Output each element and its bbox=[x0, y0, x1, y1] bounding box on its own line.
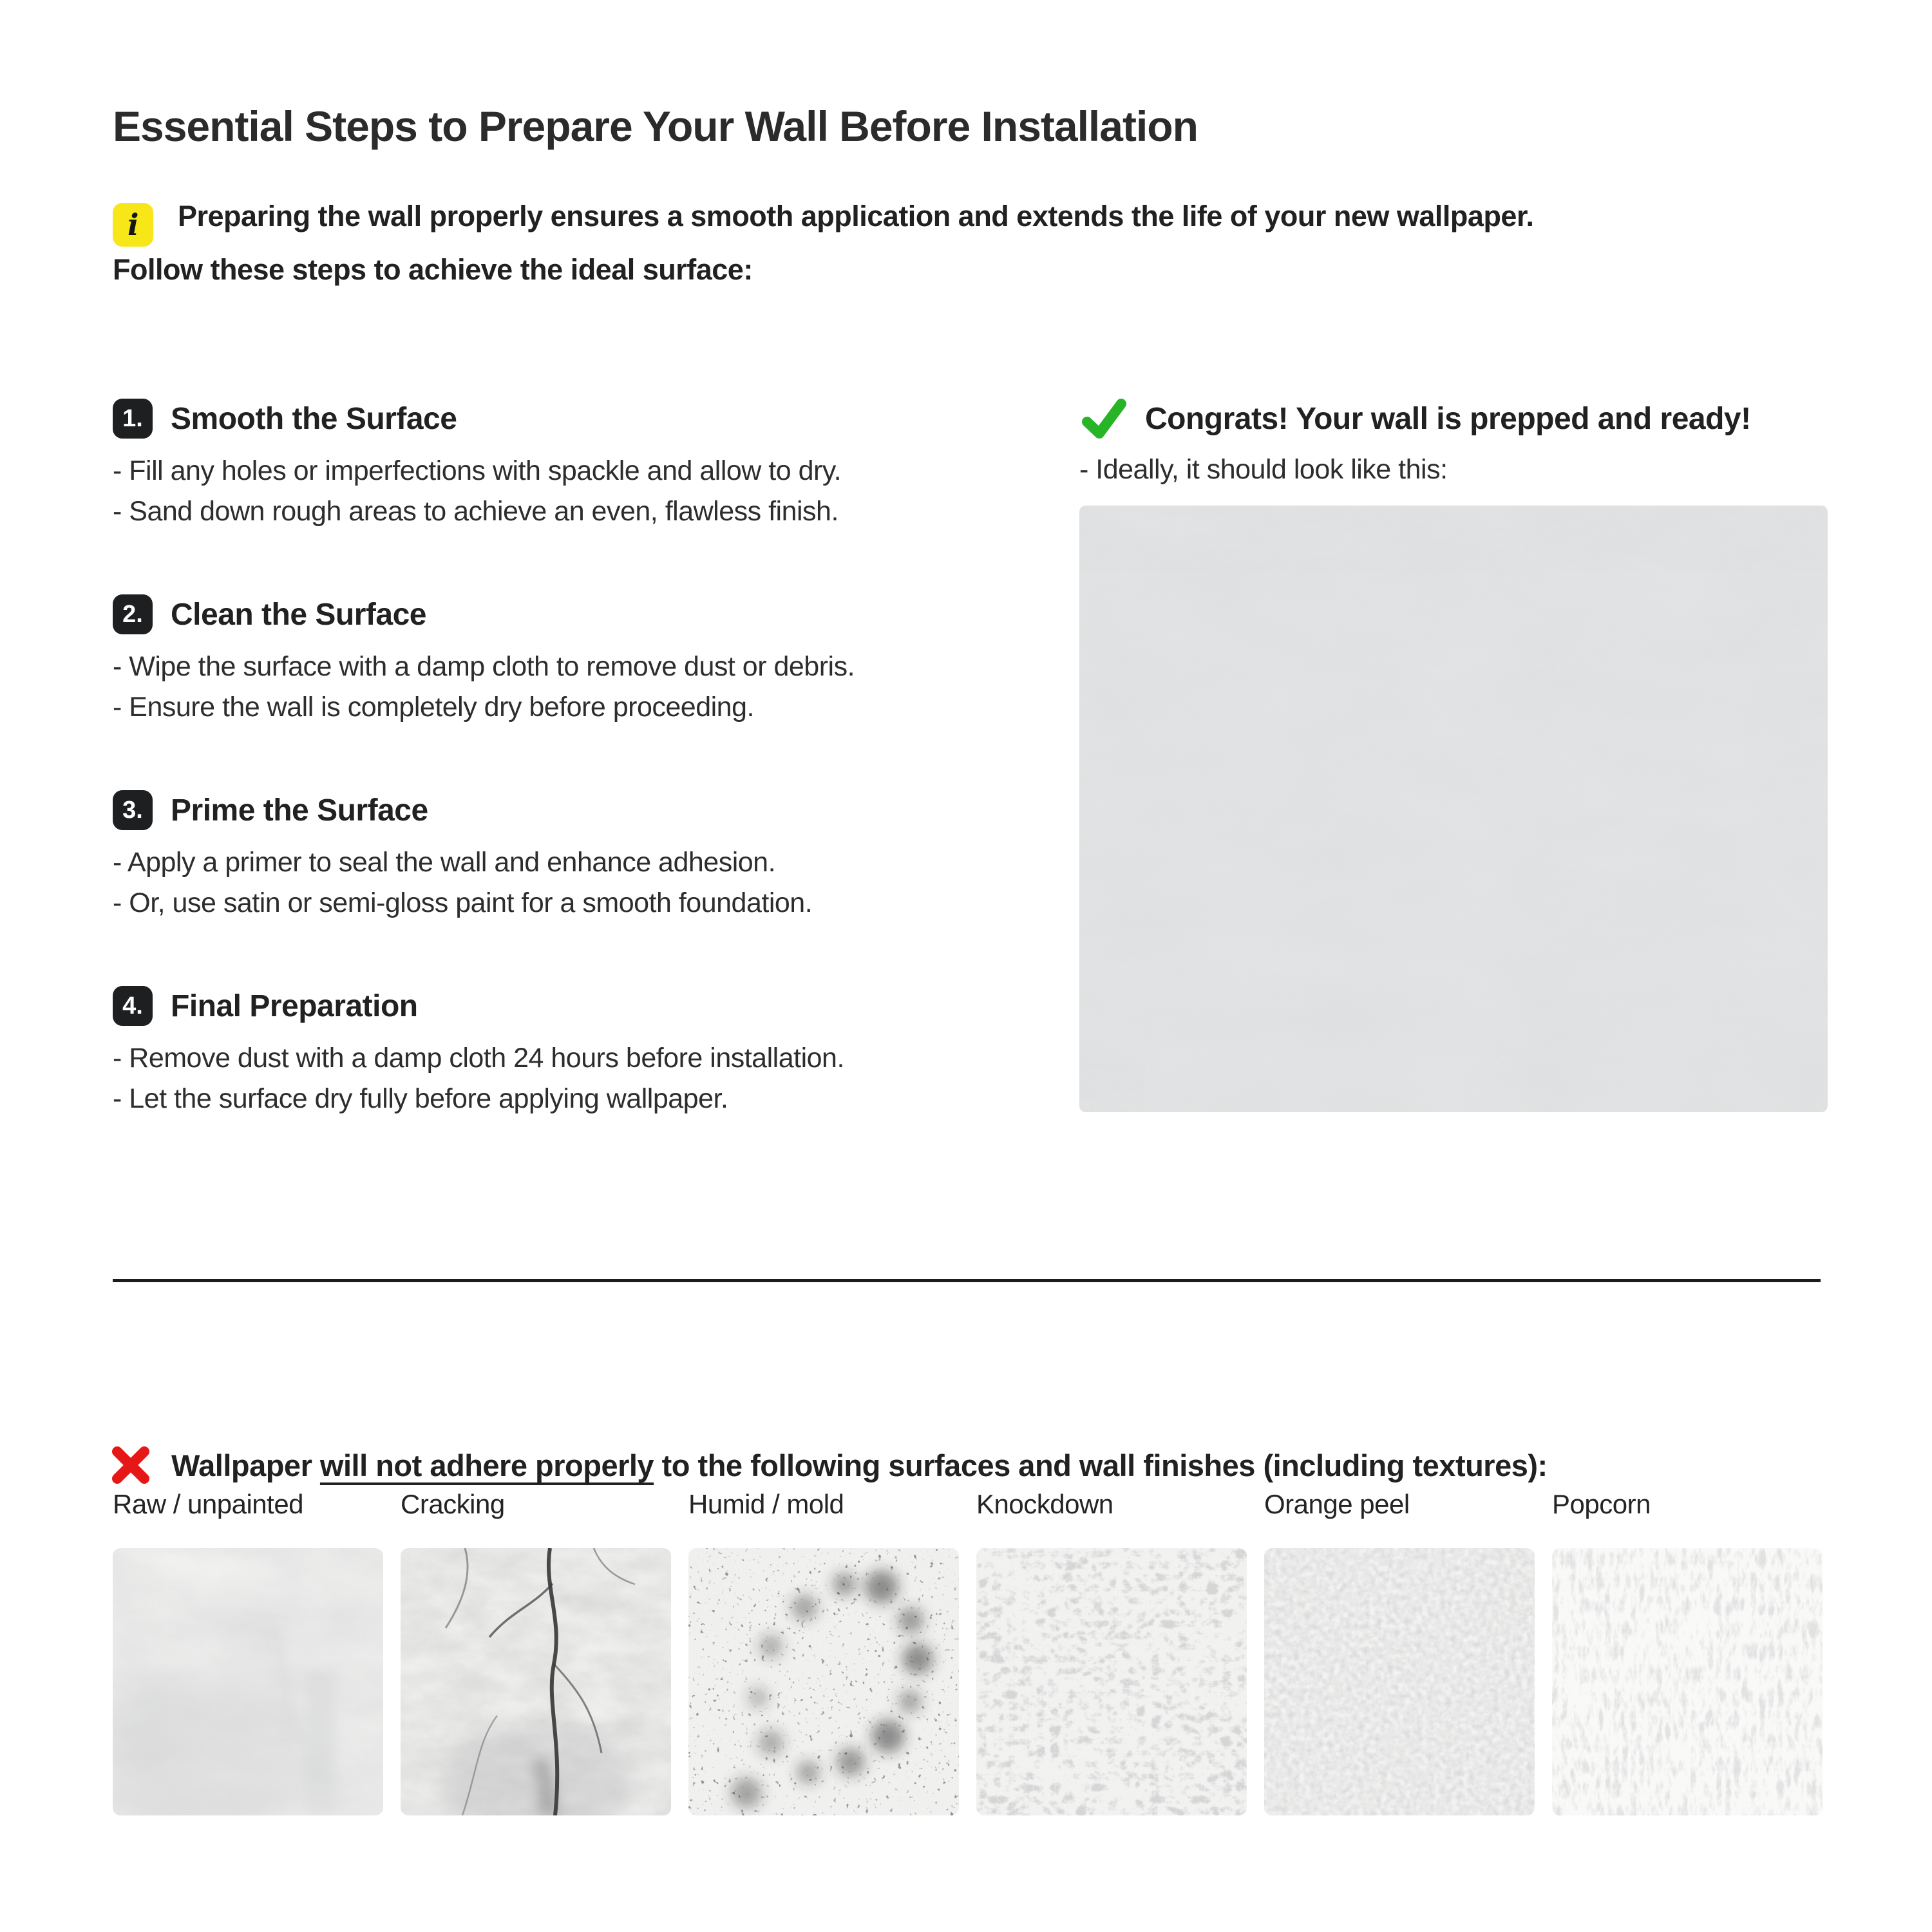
texture-cracking-image bbox=[401, 1548, 671, 1815]
step-4-number-badge: 4. bbox=[113, 986, 153, 1026]
warning-note bbox=[109, 1444, 1548, 1486]
surface-orange-peel bbox=[1264, 1489, 1535, 1815]
step-2 bbox=[113, 594, 1027, 728]
surface-label: Orange peel bbox=[1264, 1489, 1410, 1519]
surface-humid-mold bbox=[688, 1489, 959, 1815]
smooth-wall-image bbox=[1079, 506, 1828, 1112]
page-title: Essential Steps to Prepare Your Wall Before Installation bbox=[113, 102, 1198, 150]
intro-line-1: Preparing the wall properly ensures a smooth application and extends the life of your new wallpaper. bbox=[178, 200, 1534, 232]
success-title: Congrats! Your wall is prepped and ready! bbox=[1145, 401, 1751, 436]
step-3-line-2: - Or, use satin or semi-gloss paint for a smooth foundation. bbox=[113, 887, 813, 918]
surface-label: Raw / unpainted bbox=[113, 1489, 304, 1519]
success-subtitle: - Ideally, it should look like this: bbox=[1079, 454, 1448, 485]
step-1-number-badge: 1. bbox=[113, 399, 153, 439]
step-4-line-1: - Remove dust with a damp cloth 24 hours before installation. bbox=[113, 1043, 844, 1074]
surface-label: Knockdown bbox=[976, 1489, 1113, 1519]
surface-knockdown bbox=[976, 1489, 1247, 1815]
steps-list bbox=[113, 398, 1027, 1181]
texture-raw-unpainted-image bbox=[113, 1548, 383, 1815]
step-1 bbox=[113, 398, 1027, 532]
surface-cracking bbox=[401, 1489, 671, 1815]
texture-orange-peel-image bbox=[1264, 1548, 1535, 1815]
warning-text bbox=[171, 1448, 1548, 1483]
step-3-line-1: - Apply a primer to seal the wall and enhance adhesion. bbox=[113, 847, 776, 878]
step-1-title: Smooth the Surface bbox=[171, 401, 457, 436]
intro-line-2: Follow these steps to achieve the ideal surface: bbox=[113, 253, 753, 286]
step-3-heading bbox=[113, 790, 1027, 831]
intro-note bbox=[113, 193, 1839, 292]
step-3 bbox=[113, 790, 1027, 923]
warning-prefix: Wallpaper bbox=[171, 1448, 320, 1482]
texture-popcorn-image bbox=[1552, 1548, 1823, 1815]
step-3-title: Prime the Surface bbox=[171, 793, 428, 828]
info-icon-glyph: i bbox=[128, 207, 138, 242]
surface-label: Popcorn bbox=[1552, 1489, 1651, 1519]
step-4 bbox=[113, 985, 1027, 1119]
surface-label: Humid / mold bbox=[688, 1489, 844, 1519]
x-icon bbox=[109, 1444, 152, 1486]
step-1-line-1: - Fill any holes or imperfections with spackle and allow to dry. bbox=[113, 455, 842, 486]
step-3-number-badge: 3. bbox=[113, 790, 153, 830]
step-1-line-2: - Sand down rough areas to achieve an even, flawless finish. bbox=[113, 496, 838, 527]
step-2-number-badge: 2. bbox=[113, 594, 153, 634]
warning-emphasis: will not adhere properly bbox=[319, 1448, 654, 1482]
step-4-line-2: - Let the surface dry fully before applying wallpaper. bbox=[113, 1083, 728, 1114]
bad-surfaces-row bbox=[113, 1489, 1823, 1815]
step-2-line-1: - Wipe the surface with a damp cloth to remove dust or debris. bbox=[113, 651, 855, 682]
surface-label: Cracking bbox=[401, 1489, 505, 1519]
surface-popcorn bbox=[1552, 1489, 1823, 1815]
step-2-line-2: - Ensure the wall is completely dry before proceeding. bbox=[113, 692, 754, 723]
step-2-heading bbox=[113, 594, 1027, 635]
step-2-title: Clean the Surface bbox=[171, 597, 426, 632]
step-4-heading bbox=[113, 985, 1027, 1027]
texture-knockdown-image bbox=[976, 1548, 1247, 1815]
step-1-heading bbox=[113, 398, 1027, 439]
check-icon bbox=[1079, 394, 1128, 443]
texture-humid-mold-image bbox=[688, 1548, 959, 1815]
success-heading bbox=[1079, 398, 1828, 439]
step-4-title: Final Preparation bbox=[171, 989, 418, 1023]
section-divider bbox=[113, 1279, 1821, 1282]
surface-raw-unpainted bbox=[113, 1489, 383, 1815]
info-icon bbox=[113, 203, 153, 247]
success-panel bbox=[1079, 398, 1828, 1112]
warning-suffix: to the following surfaces and wall finishes (including textures): bbox=[654, 1448, 1548, 1482]
